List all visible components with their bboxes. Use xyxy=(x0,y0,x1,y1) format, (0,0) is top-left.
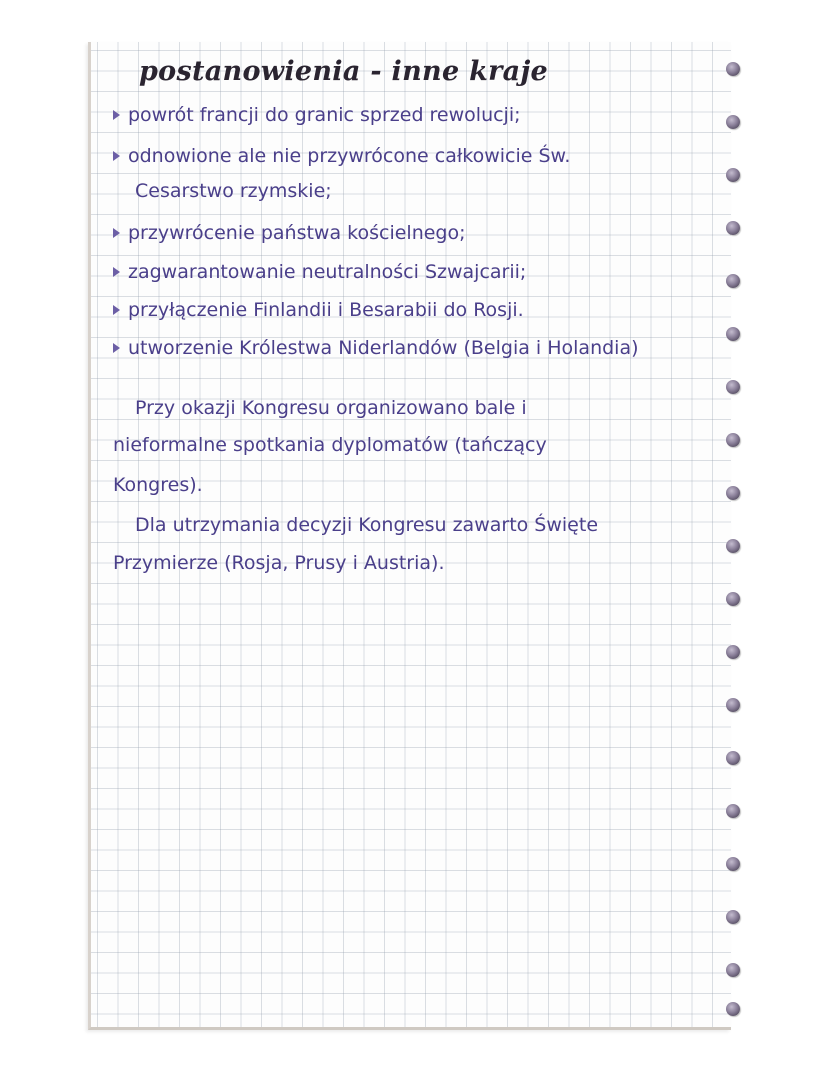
bullet-item xyxy=(113,299,524,321)
binding-ring-icon xyxy=(726,539,740,553)
paragraph-line: Przymierze (Rosja, Prusy i Austria). xyxy=(113,552,445,574)
bullet-text: przywrócenie państwa kościelnego; xyxy=(128,222,466,244)
bullet-text: zagwarantowanie neutralności Szwajcarii; xyxy=(128,261,527,283)
binding-ring-icon xyxy=(726,274,740,288)
bullet-item xyxy=(113,222,466,244)
binding-ring-icon xyxy=(726,698,740,712)
binding-ring-icon xyxy=(726,857,740,871)
bullet-item xyxy=(113,261,526,283)
triangle-bullet-icon xyxy=(113,228,120,238)
notebook-page xyxy=(88,42,731,1030)
spiral-binding xyxy=(726,62,750,1022)
binding-ring-icon xyxy=(726,221,740,235)
bullet-text: utworzenie Królestwa Niderlandów (Belgia i Holandia) xyxy=(128,337,639,359)
binding-ring-icon xyxy=(726,380,740,394)
binding-ring-icon xyxy=(726,486,740,500)
bullet-item xyxy=(113,337,639,359)
page-title: postanowienia - inne kraje xyxy=(139,56,549,87)
bullet-item xyxy=(113,145,570,167)
bullet-continuation: Cesarstwo rzymskie; xyxy=(135,180,332,202)
binding-ring-icon xyxy=(726,115,740,129)
bullet-text: przyłączenie Finlandii i Besarabii do Rosji. xyxy=(128,299,524,321)
binding-ring-icon xyxy=(726,1002,740,1016)
bullet-item xyxy=(113,104,521,126)
binding-ring-icon xyxy=(726,168,740,182)
binding-ring-icon xyxy=(726,963,740,977)
triangle-bullet-icon xyxy=(113,305,120,315)
paragraph-line: nieformalne spotkania dyplomatów (tańczący xyxy=(113,434,547,456)
bullet-text: odnowione ale nie przywrócone całkowicie Św. xyxy=(128,145,571,167)
triangle-bullet-icon xyxy=(113,151,120,161)
binding-ring-icon xyxy=(726,327,740,341)
paragraph-line: Przy okazji Kongresu organizowano bale i xyxy=(135,397,527,419)
triangle-bullet-icon xyxy=(113,343,120,353)
paragraph-line: Dla utrzymania decyzji Kongresu zawarto Święte xyxy=(135,514,599,536)
binding-ring-icon xyxy=(726,910,740,924)
binding-ring-icon xyxy=(726,62,740,76)
binding-ring-icon xyxy=(726,645,740,659)
binding-ring-icon xyxy=(726,804,740,818)
bullet-text: powrót francji do granic sprzed rewolucji; xyxy=(128,104,521,126)
triangle-bullet-icon xyxy=(113,110,120,120)
triangle-bullet-icon xyxy=(113,267,120,277)
binding-ring-icon xyxy=(726,433,740,447)
binding-ring-icon xyxy=(726,751,740,765)
paragraph-line: Kongres). xyxy=(113,474,203,496)
binding-ring-icon xyxy=(726,592,740,606)
